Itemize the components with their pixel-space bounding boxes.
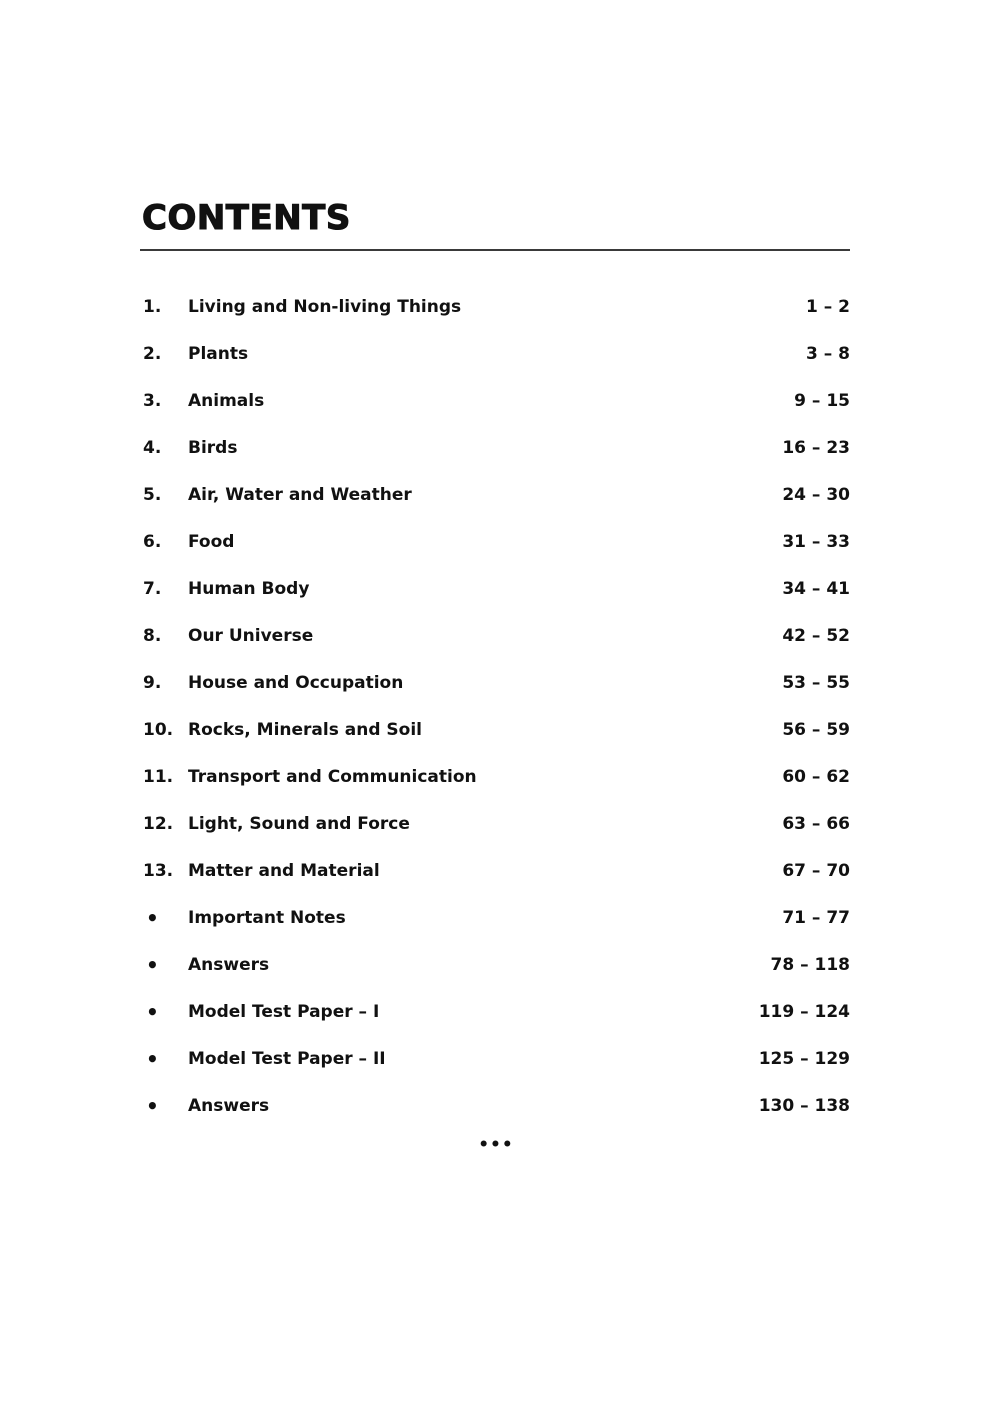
toc-entry-title: Food: [188, 532, 235, 552]
toc-entry-title: Living and Non-living Things: [188, 297, 462, 317]
toc-entry-number: 4.: [143, 438, 162, 458]
toc-entry-page-range: 125 – 129: [758, 1049, 850, 1069]
toc-entry-title: House and Occupation: [188, 673, 404, 693]
toc-entry[interactable]: [140, 718, 850, 765]
toc-entry-title: Plants: [188, 344, 249, 364]
toc-entry-title: Rocks, Minerals and Soil: [188, 720, 422, 740]
page-title: CONTENTS: [142, 198, 351, 238]
toc-entry-number: 7.: [143, 579, 162, 599]
toc-entry-number: 5.: [143, 485, 162, 505]
toc-entry-page-range: 31 – 33: [782, 532, 850, 552]
toc-entry-bullet-icon: •: [146, 1047, 159, 1071]
toc-entry[interactable]: [140, 1094, 850, 1141]
toc-entry-page-range: 34 – 41: [782, 579, 850, 599]
toc-entry-page-range: 71 – 77: [782, 908, 850, 928]
toc-entry-number: 1.: [143, 297, 162, 317]
toc-entry[interactable]: [140, 906, 850, 953]
toc-entry-page-range: 24 – 30: [782, 485, 850, 505]
toc-entry-bullet-icon: •: [146, 1094, 159, 1118]
toc-entry-page-range: 67 – 70: [782, 861, 850, 881]
toc-entry-title: Animals: [188, 391, 265, 411]
table-of-contents: [140, 198, 850, 1118]
title-divider: [140, 249, 850, 251]
toc-entry-number: 2.: [143, 344, 162, 364]
toc-entry-page-range: 63 – 66: [782, 814, 850, 834]
toc-entry-number: 11.: [143, 767, 174, 787]
toc-entry-number: 13.: [143, 861, 174, 881]
toc-entry-title: Light, Sound and Force: [188, 814, 410, 834]
toc-entry-title: Important Notes: [188, 908, 346, 928]
toc-entry-page-range: 56 – 59: [782, 720, 850, 740]
toc-entry[interactable]: [140, 483, 850, 530]
footer-ornament: •••: [478, 1135, 514, 1155]
toc-entry-page-range: 130 – 138: [758, 1096, 850, 1116]
toc-entry[interactable]: [140, 342, 850, 389]
toc-entry[interactable]: [140, 671, 850, 718]
toc-entry-number: 8.: [143, 626, 162, 646]
toc-entry-bullet-icon: •: [146, 906, 159, 930]
toc-entry-title: Answers: [188, 955, 270, 975]
toc-entry-page-range: 78 – 118: [770, 955, 850, 975]
toc-entry[interactable]: [140, 859, 850, 906]
toc-entry[interactable]: [140, 765, 850, 812]
toc-entry-title: Model Test Paper – II: [188, 1049, 386, 1069]
toc-entry-bullet-icon: •: [146, 1000, 159, 1024]
toc-entry-title: Answers: [188, 1096, 270, 1116]
toc-entry-number: 12.: [143, 814, 174, 834]
toc-entry[interactable]: [140, 577, 850, 624]
toc-entry-page-range: 60 – 62: [782, 767, 850, 787]
toc-entry-title: Matter and Material: [188, 861, 380, 881]
toc-entry[interactable]: [140, 624, 850, 671]
toc-entry-number: 9.: [143, 673, 162, 693]
toc-entry-title: Air, Water and Weather: [188, 485, 412, 505]
toc-entry-number: 10.: [143, 720, 174, 740]
toc-entry-page-range: 9 – 15: [794, 391, 850, 411]
toc-entry-page-range: 16 – 23: [782, 438, 850, 458]
toc-entry-title: Human Body: [188, 579, 310, 599]
toc-entry[interactable]: [140, 436, 850, 483]
toc-entry-page-range: 1 – 2: [806, 297, 850, 317]
toc-entry-title: Transport and Communication: [188, 767, 477, 787]
toc-entry[interactable]: [140, 1047, 850, 1094]
toc-entry-title: Our Universe: [188, 626, 314, 646]
toc-entry[interactable]: [140, 1000, 850, 1047]
toc-entry-bullet-icon: •: [146, 953, 159, 977]
toc-entry-page-range: 3 – 8: [806, 344, 850, 364]
toc-entry-title: Birds: [188, 438, 238, 458]
toc-entry-page-range: 42 – 52: [782, 626, 850, 646]
toc-entry-page-range: 53 – 55: [782, 673, 850, 693]
toc-entry[interactable]: [140, 812, 850, 859]
toc-entry[interactable]: [140, 295, 850, 342]
toc-entry[interactable]: [140, 953, 850, 1000]
toc-entry[interactable]: [140, 389, 850, 436]
toc-entry[interactable]: [140, 530, 850, 577]
toc-entry-list: [140, 295, 850, 1141]
toc-entry-number: 6.: [143, 532, 162, 552]
toc-entry-page-range: 119 – 124: [758, 1002, 850, 1022]
toc-entry-title: Model Test Paper – I: [188, 1002, 380, 1022]
toc-entry-number: 3.: [143, 391, 162, 411]
